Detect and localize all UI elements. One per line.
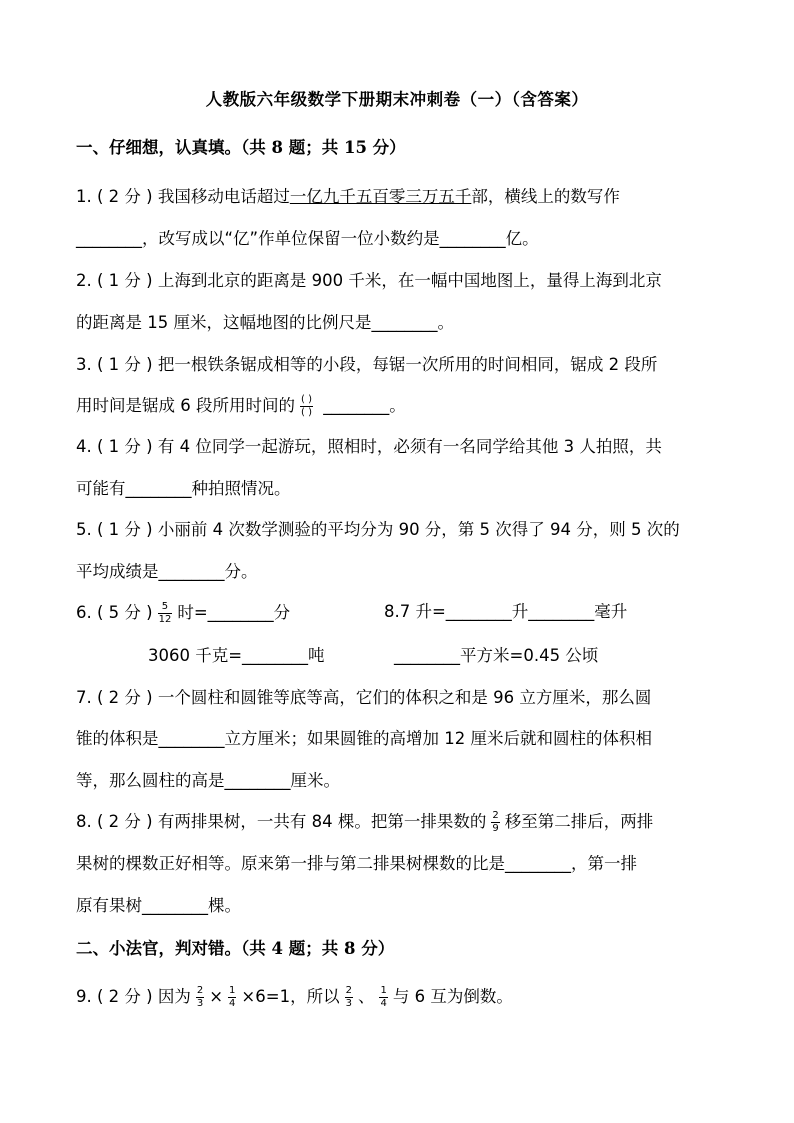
question-6-part-c: 3060 千克=________吨 (148, 646, 325, 665)
fraction-2-9: $\frac{2}{9}$ (492, 810, 499, 834)
question-2-line-1: 2. ( 1 分 ) 上海到北京的距离是 900 千米，在一幅中国地图上，量得上海到北京 (76, 271, 662, 290)
fraction-5-12: $\frac{5}{12}$ (158, 601, 172, 625)
underlined-number: 一亿九千五百零三万五千 (289, 187, 472, 206)
question-6-line-1: 6. ( 5 分 ) $\frac{5}{12}$ 时=________分 (76, 601, 291, 625)
question-5-line-1: 5. ( 1 分 ) 小丽前 4 次数学测验的平均分为 90 分，第 5 次得了 94 分，则 5 次的 (76, 520, 680, 539)
question-1-line-1: 1. ( 2 分 ) 我国移动电话超过一亿九千五百零三万五千部，横线上的数写作 (76, 187, 620, 206)
fraction-1-4: $\frac{1}{4}$ (229, 985, 236, 1009)
question-2-line-2: 的距离是 15 厘米，这幅地图的比例尺是________。 (76, 313, 454, 332)
question-6-part-d: ________平方米=0.45 公顷 (394, 646, 599, 665)
fraction-2-3: $\frac{2}{3}$ (196, 985, 204, 1009)
page-title: 人教版六年级数学下册期末冲刺卷（一）（含答案） (205, 90, 589, 109)
question-8-line-1: 8. ( 2 分 ) 有两排果树，一共有 84 棵。把第一排果数的 $\frac{2}{9}$ 移至第二排后，两排 (76, 810, 654, 834)
question-3-line-1: 3. ( 1 分 ) 把一根铁条锯成相等的小段，每锯一次所用的时间相同，锯成 2 段所 (76, 355, 658, 374)
section-1-heading: 一、仔细想，认真填。（共 8 题；共 15 分） (76, 138, 406, 157)
question-7-line-3: 等，那么圆柱的高是________厘米。 (76, 771, 340, 790)
question-9-line-1: 9. ( 2 分 ) 因为 $\frac{2}{3}$ × $\frac{1}{4}$ ×6=1，所以 $\frac{2}{3}$ 、 $\frac{1}{4}$ 与 6 互为倒数。 (76, 985, 513, 1009)
question-1-line-2: ________，改写成以“亿”作单位保留一位小数约是________亿。 (76, 229, 539, 248)
question-8-line-2: 果树的棵数正好相等。原来第一排与第二排果树棵数的比是________，第一排 (76, 854, 637, 873)
question-3-line-2: 用时间是锯成 6 段所用时间的 $\frac{( )}{( )}$ ________。 (76, 394, 406, 418)
question-7-line-1: 7. ( 2 分 ) 一个圆柱和圆锥等底等高，它们的体积之和是 96 立方厘米，那么圆 (76, 688, 652, 707)
question-6-part-b: 8.7 升=________升________毫升 (384, 602, 628, 621)
question-7-line-2: 锥的体积是________立方厘米；如果圆锥的高增加 12 厘米后就和圆柱的体积相 (76, 729, 652, 748)
question-4-line-1: 4. ( 1 分 ) 有 4 位同学一起游玩，照相时，必须有一名同学给其他 3 人拍照，共 (76, 437, 662, 456)
section-2-heading: 二、小法官，判对错。（共 4 题；共 8 分） (76, 939, 395, 958)
question-4-line-2: 可能有________种拍照情况。 (76, 479, 291, 498)
fraction-2-3: $\frac{2}{3}$ (345, 985, 352, 1009)
fraction-blank: $\frac{( )}{( )}$ (301, 394, 312, 418)
question-8-line-3: 原有果树________棵。 (76, 896, 241, 915)
question-5-line-2: 平均成绩是________分。 (76, 562, 258, 581)
fraction-1-4: $\frac{1}{4}$ (380, 985, 387, 1009)
